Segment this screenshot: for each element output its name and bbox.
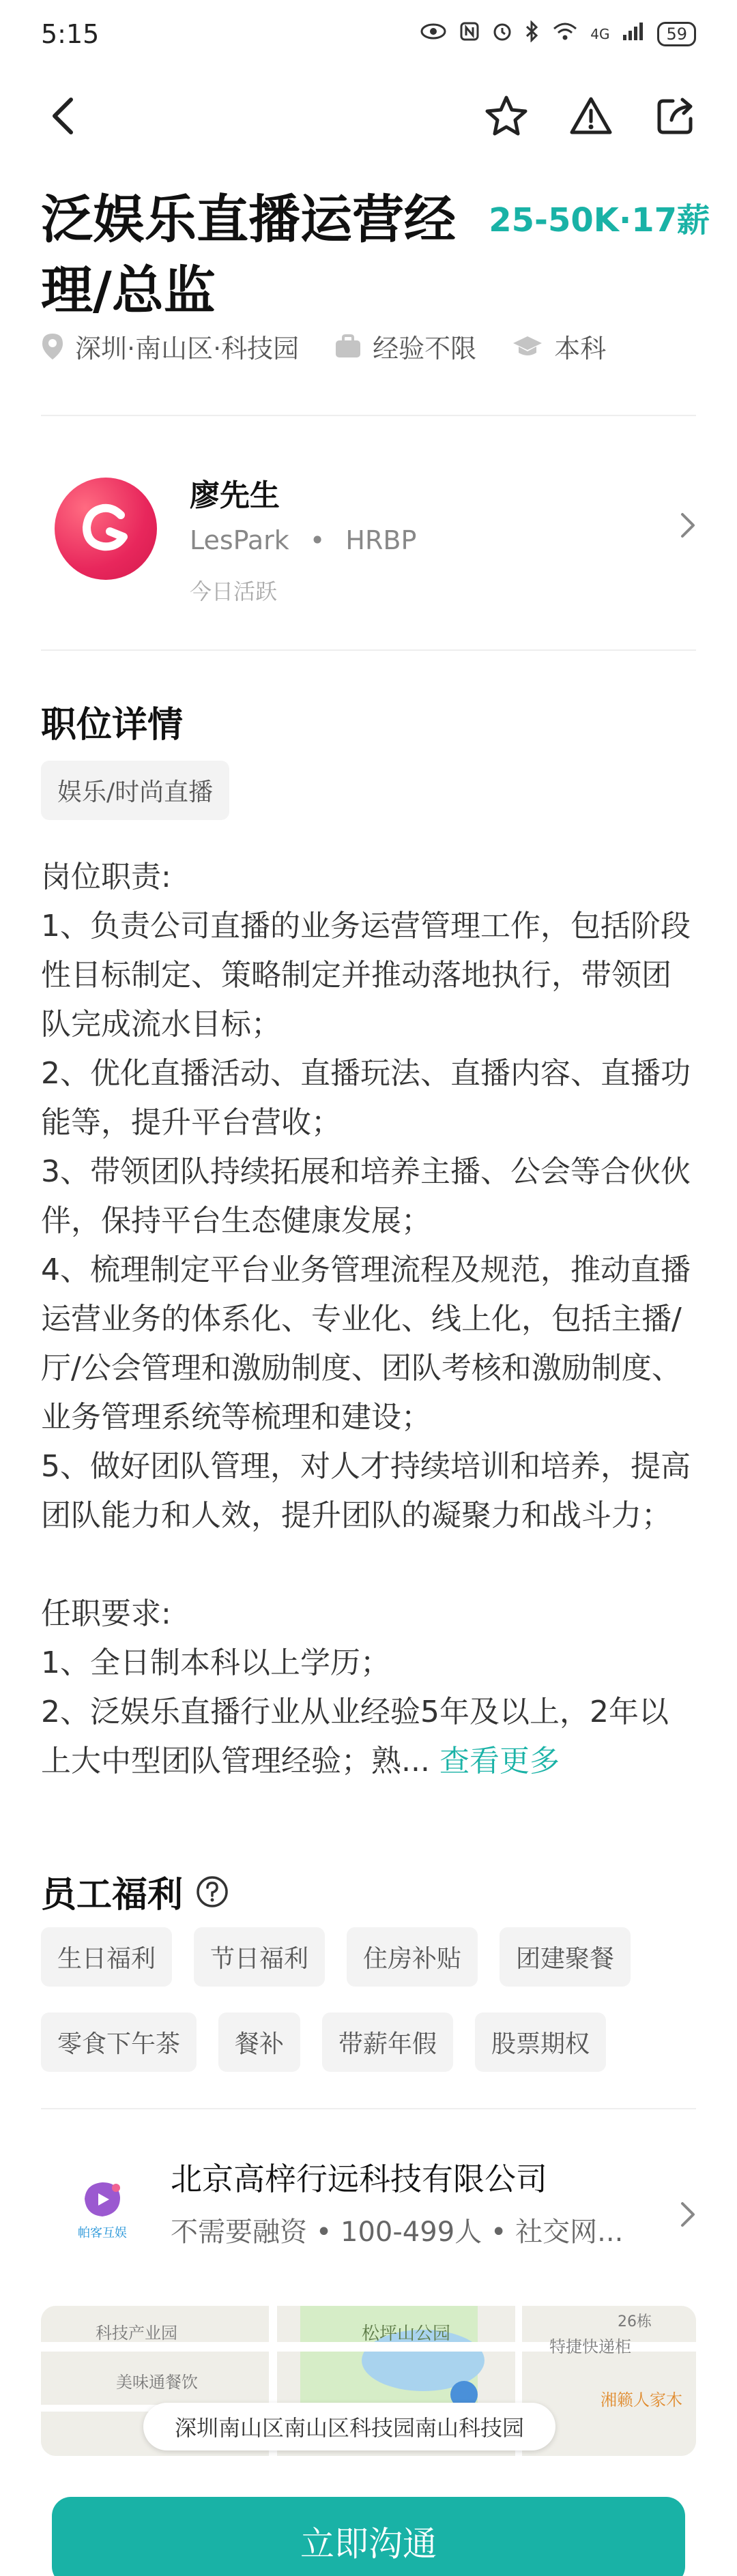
company-logo — [55, 2163, 150, 2258]
warning-icon — [569, 96, 613, 136]
battery-indicator: 59 — [657, 22, 696, 46]
benefit-tag: 餐补 — [218, 2012, 300, 2072]
help-icon[interactable] — [195, 1875, 229, 1909]
education — [512, 327, 606, 365]
benefit-list — [41, 1927, 696, 2072]
details-section-title: 职位详情 — [41, 705, 184, 746]
company-logo-text: 帕客互娱 — [78, 2226, 127, 2240]
experience-text: 经验不限 — [373, 334, 477, 364]
company-logo-icon — [81, 2180, 124, 2221]
job-description-text: 岗位职责: 1、负责公司直播的业务运营管理工作，包括阶段性目标制定、策略制定并推动落地执行，带领团队完成流水目标； 2、优化直播活动、直播玩法、直播内容、直播功能等，提升平台营收； 3、带领团队持续拓展和培养主播、公会等合伙伙伴，保持平台生态健康发展； 4、梳理制定平台业务管理流程及规范，推动直播运营业务的体系化、专业化、线上化，包括主播/厅/公会管理和激励制度、团队考核和激励制度、业务管理系统等梳理和建设； 5、做好团队管理，对人才持续培训和培养，提高团队能力和人效，提升团队的凝聚力和战斗力； 任职要求: 1、全日制本科以上学历； 2、泛娱乐直播行业从业经验5年及以上，2年以上大中型团队管理经验；熟... — [41, 860, 691, 1779]
favorite-button[interactable] — [482, 91, 531, 141]
status-bar — [0, 0, 737, 68]
company-card[interactable] — [41, 2149, 696, 2285]
job-description — [41, 853, 696, 1786]
status-time: 5:15 — [41, 19, 100, 49]
map-label: 26栋 — [618, 2313, 652, 2330]
chevron-right-icon — [680, 512, 696, 539]
nfc-icon — [459, 21, 480, 47]
location-text: 深圳·南山区·科技园 — [75, 334, 300, 364]
benefit-tag: 零食下午茶 — [41, 2012, 197, 2072]
category-tag-wrapper — [41, 761, 229, 820]
map-label: 湘籁人家木 — [601, 2390, 682, 2410]
chevron-left-icon — [49, 96, 76, 136]
recruiter-name: 廖先生 — [190, 478, 280, 513]
recruiter-company-line — [190, 525, 416, 555]
job-header — [41, 184, 710, 326]
separator: • — [309, 525, 326, 555]
network-type: 4G — [590, 26, 610, 42]
bottom-action-bar — [0, 2490, 737, 2576]
map-label: 美味通餐饮 — [116, 2373, 198, 2392]
nav-bar — [0, 82, 737, 150]
divider — [41, 415, 696, 416]
see-more-link[interactable]: 查看更多 — [439, 1744, 560, 1779]
chevron-right-icon — [680, 2201, 696, 2228]
benefit-tag: 生日福利 — [41, 1927, 172, 1987]
share-icon — [655, 96, 696, 136]
bluetooth-icon — [525, 20, 540, 48]
map-label: 特捷快递柜 — [549, 2337, 631, 2356]
status-icons — [420, 20, 696, 48]
report-button[interactable] — [566, 91, 616, 141]
lespark-logo-icon — [73, 496, 139, 561]
experience — [334, 327, 476, 365]
map-address: 深圳南山区南山区科技园南山科技园 — [143, 2403, 555, 2450]
recruiter-company: LesPark — [190, 525, 289, 555]
benefit-tag: 住房补贴 — [347, 1927, 478, 1987]
benefits-header — [41, 1866, 229, 1917]
star-icon — [485, 95, 528, 137]
benefit-tag: 带薪年假 — [322, 2012, 453, 2072]
eye-icon — [420, 22, 447, 46]
company-name: 北京高梓行远科技有限公司 — [171, 2161, 547, 2197]
briefcase-icon — [334, 334, 362, 359]
location-pin-icon — [41, 332, 64, 361]
divider — [41, 649, 696, 651]
wifi-icon — [552, 21, 578, 47]
recruiter-card[interactable] — [41, 464, 696, 621]
map-label: 科技产业园 — [96, 2324, 177, 2343]
benefit-tag: 团建聚餐 — [500, 1927, 631, 1987]
chat-now-button[interactable]: 立即沟通 — [52, 2497, 685, 2576]
benefit-tag: 股票期权 — [475, 2012, 606, 2072]
education-text: 本科 — [554, 334, 607, 364]
location-map[interactable] — [41, 2306, 696, 2456]
avatar[interactable] — [55, 478, 157, 580]
category-tag: 娱乐/时尚直播 — [41, 761, 229, 820]
company-info: 不需要融资 • 100-499人 • 社交网... — [171, 2216, 624, 2248]
salary: 25-50K·17薪 — [489, 201, 710, 239]
location — [41, 327, 299, 365]
divider — [41, 2108, 696, 2109]
benefit-tag: 节日福利 — [194, 1927, 325, 1987]
back-button[interactable] — [38, 91, 87, 141]
job-title: 泛娱乐直播运营经理/总监 — [41, 189, 456, 321]
recruiter-activity: 今日活跃 — [190, 579, 278, 604]
alarm-icon — [492, 21, 512, 47]
share-button[interactable] — [651, 91, 700, 141]
map-label: 松坪山公园 — [362, 2324, 451, 2344]
signal-icon — [622, 21, 645, 47]
recruiter-role: HRBP — [345, 525, 417, 555]
job-meta — [41, 327, 641, 365]
benefits-section-title: 员工福利 — [41, 1875, 184, 1916]
graduation-cap-icon — [512, 335, 543, 358]
